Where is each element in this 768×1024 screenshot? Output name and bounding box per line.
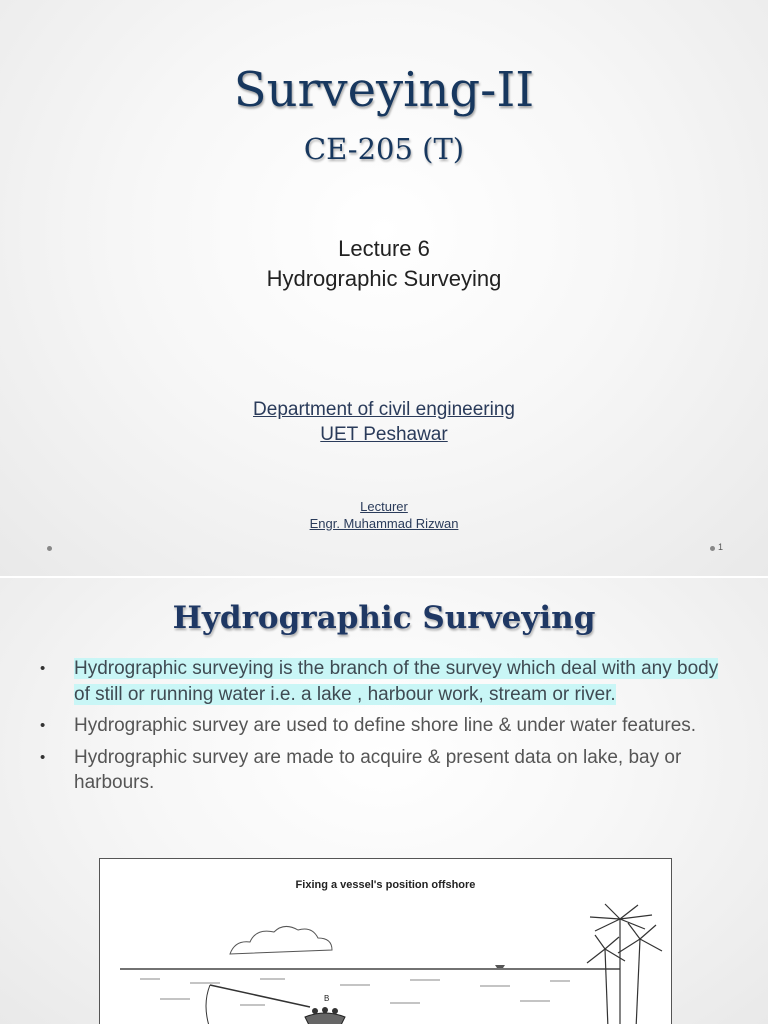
lecture-number: Lecture 6	[338, 236, 430, 261]
lecturer-label: Lecturer	[360, 499, 408, 514]
survey-boat	[305, 1013, 345, 1024]
slide-dot-left	[47, 546, 52, 551]
department-name: Department of civil engineering	[253, 399, 515, 420]
lecturer-name: Engr. Muhammad Rizwan	[309, 516, 459, 531]
bullet-item	[40, 656, 730, 707]
bullet-list	[40, 656, 730, 802]
water-texture	[140, 979, 570, 1005]
content-slide	[0, 578, 768, 1024]
bullet-icon: •	[40, 660, 46, 677]
bullet-text: Hydrographic surveying is the branch of the survey which deal with any body of still or running water i.e. a lake , harbour work, stream or river.	[74, 658, 719, 705]
distant-ship	[495, 965, 505, 968]
slide-title: Surveying-II	[233, 62, 535, 118]
page-number: 1	[718, 542, 724, 552]
bullet-icon: •	[40, 717, 46, 734]
department-block	[0, 397, 768, 447]
bullet-item	[40, 713, 730, 739]
slide-title: Hydrographic Surveying	[172, 600, 596, 636]
bullet-icon: •	[40, 748, 46, 766]
bullet-text: Hydrographic survey are used to define shore line & under water features.	[74, 715, 697, 736]
sight-arc	[206, 985, 210, 1024]
vessel-position-figure	[99, 858, 672, 1024]
figure-caption: Fixing a vessel's position offshore	[295, 879, 476, 891]
sight-line	[210, 985, 310, 1007]
bullet-item	[40, 745, 730, 796]
cloud-shape	[230, 926, 332, 954]
lecture-topic: Hydrographic Surveying	[266, 266, 502, 291]
university-name: UET Peshawar	[320, 424, 448, 445]
lecture-heading	[0, 234, 768, 294]
figure-label: B	[324, 994, 330, 1003]
palm-tree-icon	[587, 904, 662, 1024]
course-code: CE-205 (T)	[303, 132, 465, 166]
lecturer-block	[0, 498, 768, 532]
slide-dot-right	[710, 546, 715, 551]
bullet-text: Hydrographic survey are made to acquire & present data on lake, bay or harbours.	[74, 746, 682, 793]
